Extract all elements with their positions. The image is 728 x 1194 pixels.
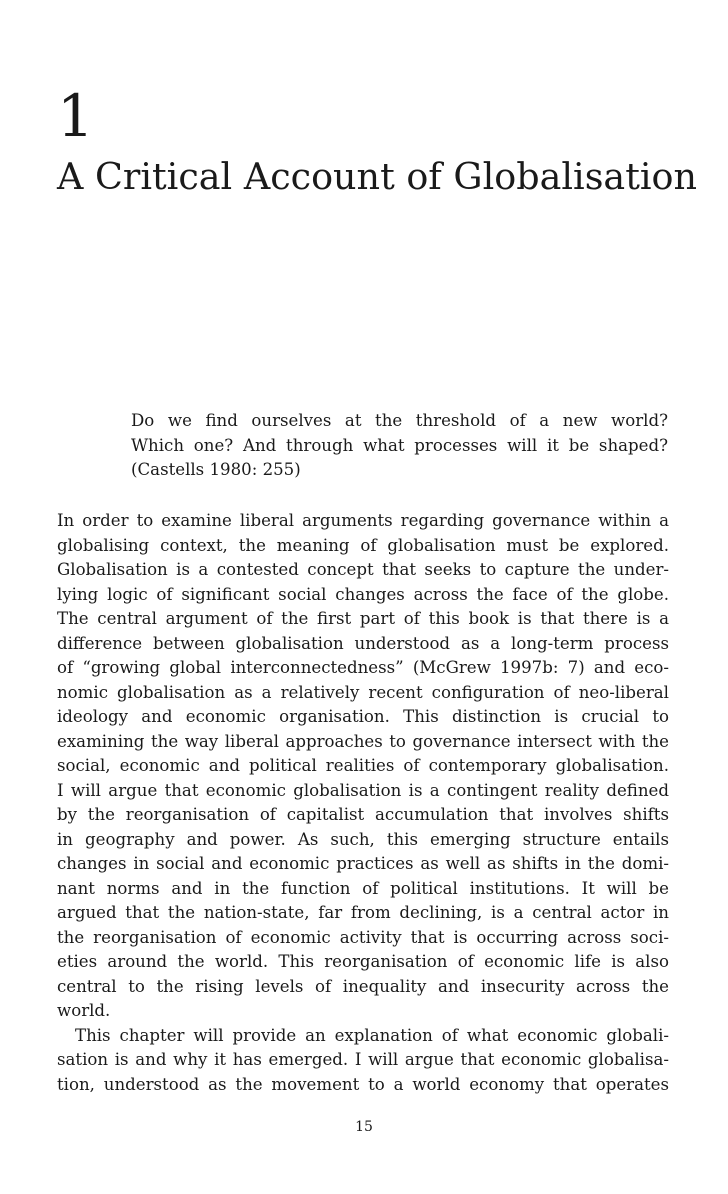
paragraph-line: examining the way liberal approaches to governance intersect with the	[57, 731, 669, 751]
paragraph-line: nomic globalisation as a relatively recent configuration of neo-liberal	[57, 682, 669, 702]
paragraph-line: I will argue that economic globalisation is a contingent reality defined	[57, 780, 669, 800]
epigraph-line: Do we find ourselves at the threshold of a new world?	[131, 411, 668, 430]
paragraph-line: by the reorganisation of capitalist accumulation that involves shifts	[57, 805, 669, 824]
epigraph-citation: (Castells 1980: 255)	[131, 460, 301, 479]
paragraph-line: difference between globalisation understood as a long-term process	[57, 633, 669, 653]
paragraph-line: Globalisation is a contested concept that seeks to capture the under-	[57, 560, 669, 579]
chapter-number: 1	[57, 82, 94, 150]
paragraph-line: in geography and power. As such, this emerging structure entails	[57, 829, 669, 849]
paragraph-line: The central argument of the first part of this book is that there is a	[57, 609, 669, 628]
paragraph-line: social, economic and political realities of contemporary globalisation.	[57, 756, 669, 775]
paragraph-line: of “growing global interconnectedness” (McGrew 1997b: 7) and eco-	[57, 658, 669, 677]
paragraph-line: changes in social and economic practices as well as shifts in the domi-	[57, 854, 669, 873]
paragraph-line: the reorganisation of economic activity that is occurring across soci-	[57, 927, 669, 947]
paragraph-line: lying logic of significant social changes across the face of the globe.	[57, 584, 669, 604]
paragraph-line: eties around the world. This reorganisation of economic life is also	[57, 952, 669, 971]
chapter-title: A Critical Account of Globalisation	[57, 155, 698, 198]
paragraph-line: This chapter will provide an explanation of what economic globali-	[75, 1025, 669, 1045]
paragraph-line: ideology and economic organisation. This distinction is crucial to	[57, 707, 669, 726]
paragraph-line: globalising context, the meaning of globalisation must be explored.	[57, 535, 669, 555]
epigraph-line: Which one? And through what processes will it be shaped?	[131, 435, 668, 455]
paragraph-line: In order to examine liberal arguments regarding governance within a	[57, 511, 669, 530]
paragraph-line: tion, understood as the movement to a world economy that operates	[57, 1074, 669, 1094]
epigraph	[131, 409, 668, 483]
page-number: 15	[355, 1119, 373, 1135]
paragraph-line: sation is and why it has emerged. I will argue that economic globalisa-	[57, 1050, 669, 1069]
paragraph-line: nant norms and in the function of political institutions. It will be	[57, 878, 669, 898]
paragraph-line: argued that the nation-state, far from declining, is a central actor in	[57, 903, 669, 922]
body-text	[57, 509, 669, 1097]
paragraph-line: world.	[57, 1001, 111, 1020]
paragraph-line: central to the rising levels of inequality and insecurity across the	[57, 976, 669, 996]
